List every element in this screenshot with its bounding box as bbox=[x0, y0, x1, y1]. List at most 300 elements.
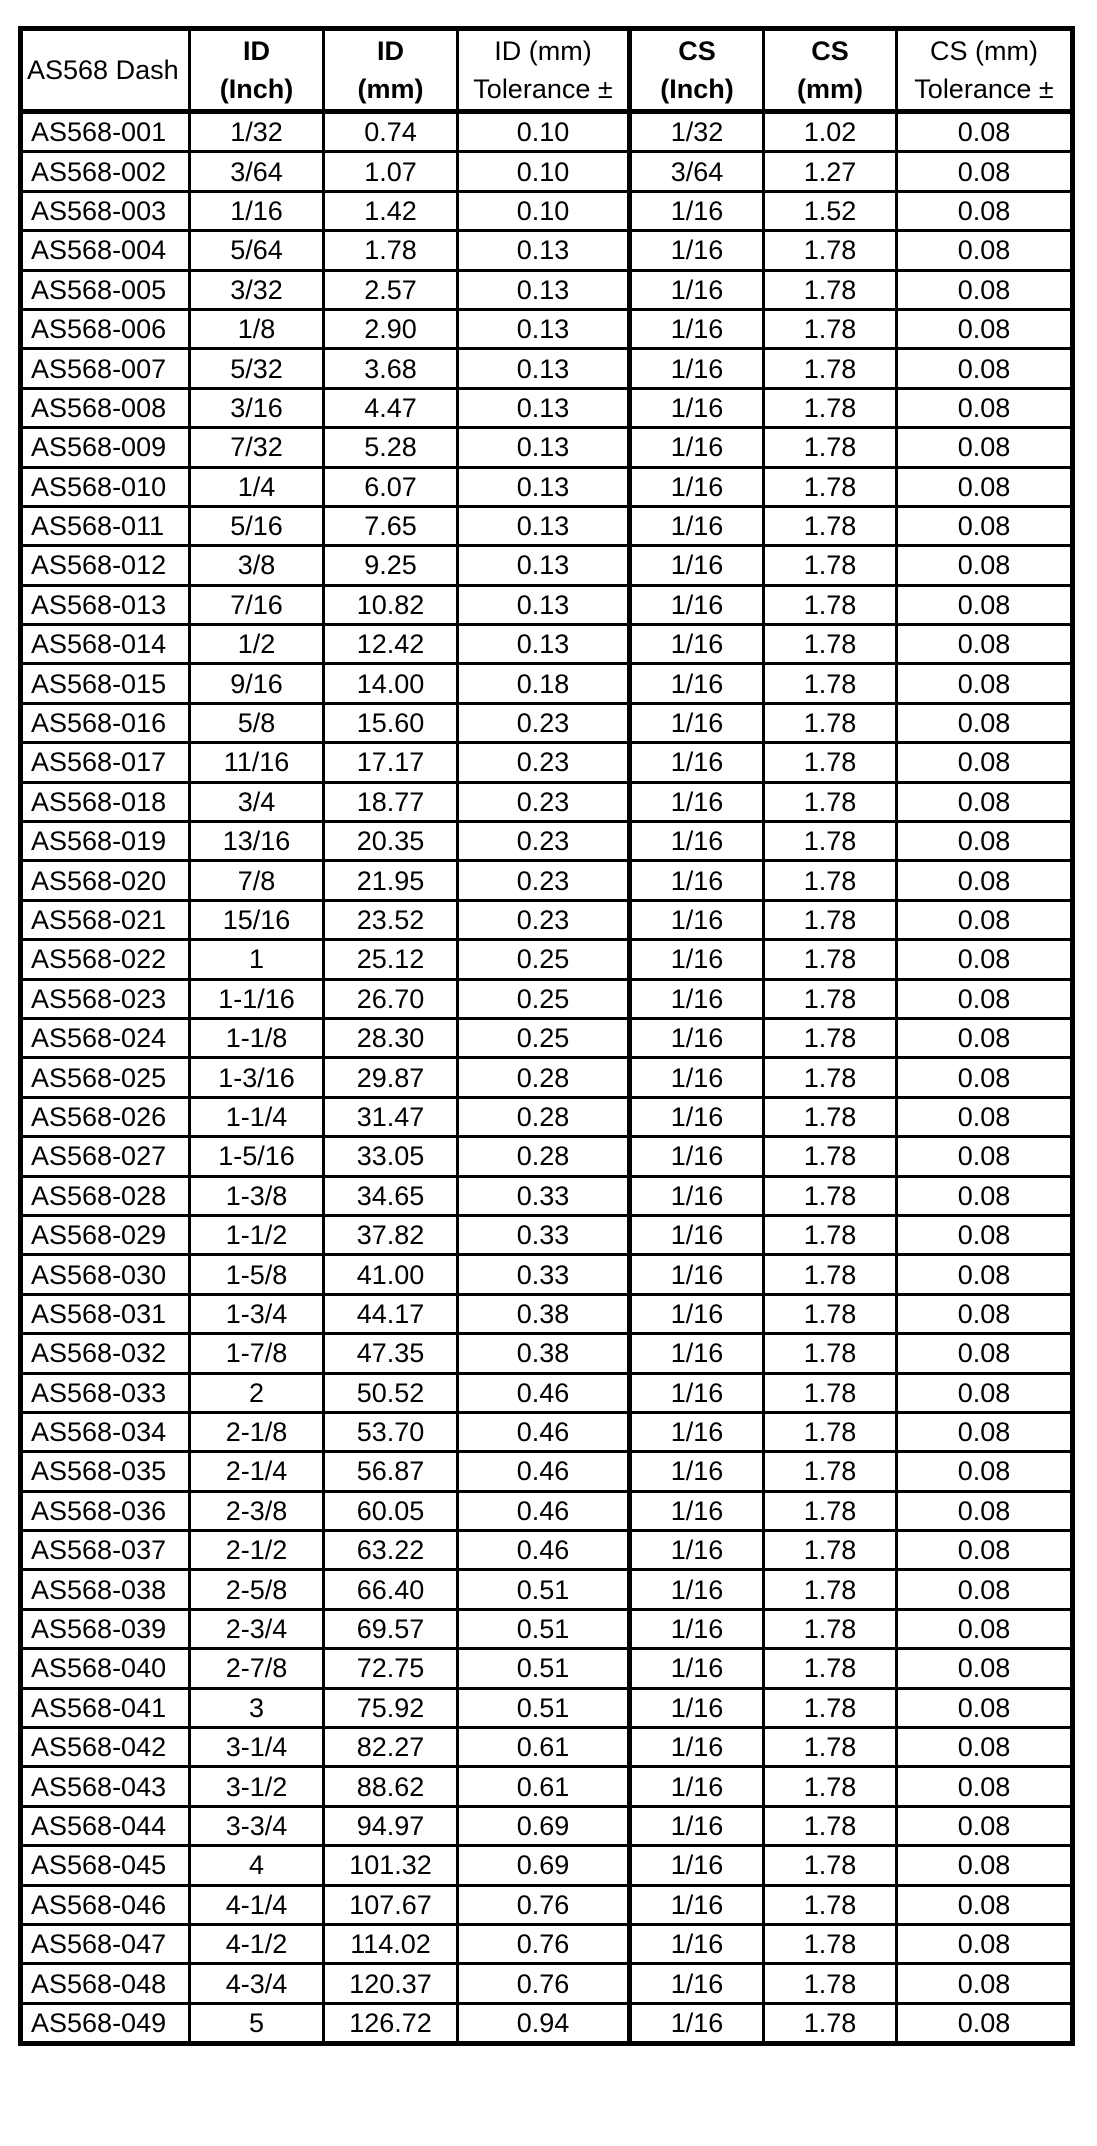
cell-id-mm: 7.65 bbox=[324, 506, 458, 545]
cell-id-tolerance: 0.28 bbox=[458, 1058, 630, 1097]
cell-id-inch: 1/2 bbox=[190, 625, 324, 664]
table-row bbox=[21, 1097, 1073, 1136]
table-row bbox=[21, 428, 1073, 467]
column-header-line: (mm) bbox=[357, 74, 424, 104]
table-row bbox=[21, 2003, 1073, 2043]
cell-cs-tolerance: 0.08 bbox=[897, 309, 1073, 348]
cell-dash: AS568-035 bbox=[21, 1452, 190, 1491]
table-row bbox=[21, 1137, 1073, 1176]
cell-cs-mm: 1.78 bbox=[764, 506, 897, 545]
cell-id-inch: 1-1/16 bbox=[190, 979, 324, 1018]
cell-id-tolerance: 0.23 bbox=[458, 900, 630, 939]
column-header-line: CS bbox=[811, 36, 849, 66]
cell-cs-inch: 1/16 bbox=[630, 270, 764, 309]
cell-cs-tolerance: 0.08 bbox=[897, 1609, 1073, 1648]
table-row bbox=[21, 1058, 1073, 1097]
cell-id-tolerance: 0.13 bbox=[458, 428, 630, 467]
cell-cs-mm: 1.78 bbox=[764, 1373, 897, 1412]
cell-id-inch: 2-3/4 bbox=[190, 1609, 324, 1648]
cell-id-mm: 75.92 bbox=[324, 1688, 458, 1727]
cell-id-mm: 63.22 bbox=[324, 1531, 458, 1570]
cell-cs-mm: 1.78 bbox=[764, 2003, 897, 2043]
cell-cs-inch: 1/16 bbox=[630, 1491, 764, 1530]
cell-id-tolerance: 0.23 bbox=[458, 743, 630, 782]
cell-id-mm: 37.82 bbox=[324, 1215, 458, 1254]
cell-id-mm: 50.52 bbox=[324, 1373, 458, 1412]
cell-dash: AS568-013 bbox=[21, 585, 190, 624]
cell-dash: AS568-003 bbox=[21, 191, 190, 230]
cell-cs-tolerance: 0.08 bbox=[897, 112, 1073, 152]
cell-id-inch: 1-3/4 bbox=[190, 1294, 324, 1333]
cell-cs-inch: 1/16 bbox=[630, 1885, 764, 1924]
cell-id-tolerance: 0.33 bbox=[458, 1215, 630, 1254]
cell-id-inch: 7/8 bbox=[190, 861, 324, 900]
cell-cs-mm: 1.78 bbox=[764, 388, 897, 427]
cell-id-tolerance: 0.46 bbox=[458, 1452, 630, 1491]
cell-id-mm: 2.90 bbox=[324, 309, 458, 348]
column-header-line: ID bbox=[377, 36, 404, 66]
cell-id-tolerance: 0.61 bbox=[458, 1728, 630, 1767]
cell-cs-tolerance: 0.08 bbox=[897, 1334, 1073, 1373]
cell-dash: AS568-049 bbox=[21, 2003, 190, 2043]
cell-cs-inch: 1/16 bbox=[630, 1452, 764, 1491]
cell-id-tolerance: 0.23 bbox=[458, 703, 630, 742]
cell-cs-tolerance: 0.08 bbox=[897, 1137, 1073, 1176]
cell-cs-tolerance: 0.08 bbox=[897, 1097, 1073, 1136]
table-row bbox=[21, 625, 1073, 664]
cell-id-tolerance: 0.33 bbox=[458, 1176, 630, 1215]
column-header-id-inch bbox=[190, 29, 324, 112]
column-header-line: (mm) bbox=[797, 74, 863, 104]
cell-cs-inch: 1/16 bbox=[630, 388, 764, 427]
cell-id-tolerance: 0.69 bbox=[458, 1846, 630, 1885]
cell-dash: AS568-039 bbox=[21, 1609, 190, 1648]
cell-dash: AS568-007 bbox=[21, 349, 190, 388]
table-row bbox=[21, 822, 1073, 861]
cell-cs-mm: 1.78 bbox=[764, 979, 897, 1018]
cell-cs-tolerance: 0.08 bbox=[897, 1924, 1073, 1963]
cell-cs-mm: 1.78 bbox=[764, 1964, 897, 2003]
cell-id-inch: 3 bbox=[190, 1688, 324, 1727]
table-row bbox=[21, 309, 1073, 348]
cell-cs-tolerance: 0.08 bbox=[897, 1215, 1073, 1254]
cell-dash: AS568-011 bbox=[21, 506, 190, 545]
cell-cs-mm: 1.78 bbox=[764, 743, 897, 782]
cell-dash: AS568-008 bbox=[21, 388, 190, 427]
cell-dash: AS568-022 bbox=[21, 940, 190, 979]
cell-cs-tolerance: 0.08 bbox=[897, 1412, 1073, 1451]
cell-id-inch: 3/4 bbox=[190, 782, 324, 821]
cell-dash: AS568-014 bbox=[21, 625, 190, 664]
cell-dash: AS568-024 bbox=[21, 1018, 190, 1057]
cell-cs-inch: 1/16 bbox=[630, 1531, 764, 1570]
column-header-line: Tolerance ± bbox=[914, 74, 1054, 104]
cell-cs-tolerance: 0.08 bbox=[897, 1570, 1073, 1609]
table-row bbox=[21, 861, 1073, 900]
cell-id-mm: 10.82 bbox=[324, 585, 458, 624]
cell-dash: AS568-028 bbox=[21, 1176, 190, 1215]
cell-cs-mm: 1.78 bbox=[764, 1491, 897, 1530]
cell-cs-tolerance: 0.08 bbox=[897, 152, 1073, 191]
cell-cs-tolerance: 0.08 bbox=[897, 861, 1073, 900]
table-row bbox=[21, 1373, 1073, 1412]
cell-id-inch: 1/32 bbox=[190, 112, 324, 152]
cell-cs-tolerance: 0.08 bbox=[897, 625, 1073, 664]
cell-id-mm: 1.42 bbox=[324, 191, 458, 230]
table-row bbox=[21, 388, 1073, 427]
oring-size-sheet bbox=[18, 26, 1070, 2046]
cell-cs-mm: 1.78 bbox=[764, 1452, 897, 1491]
cell-dash: AS568-027 bbox=[21, 1137, 190, 1176]
cell-id-inch: 5/64 bbox=[190, 231, 324, 270]
cell-cs-mm: 1.78 bbox=[764, 1846, 897, 1885]
table-row bbox=[21, 1609, 1073, 1648]
cell-cs-inch: 1/16 bbox=[630, 1728, 764, 1767]
cell-id-mm: 60.05 bbox=[324, 1491, 458, 1530]
cell-id-inch: 1-1/4 bbox=[190, 1097, 324, 1136]
cell-cs-tolerance: 0.08 bbox=[897, 191, 1073, 230]
cell-id-tolerance: 0.13 bbox=[458, 388, 630, 427]
cell-id-mm: 114.02 bbox=[324, 1924, 458, 1963]
column-header-id-mm bbox=[324, 29, 458, 112]
cell-cs-mm: 1.78 bbox=[764, 1531, 897, 1570]
table-row bbox=[21, 1452, 1073, 1491]
cell-id-mm: 18.77 bbox=[324, 782, 458, 821]
cell-cs-mm: 1.27 bbox=[764, 152, 897, 191]
cell-cs-inch: 1/16 bbox=[630, 703, 764, 742]
column-header-cs-mm bbox=[764, 29, 897, 112]
cell-dash: AS568-017 bbox=[21, 743, 190, 782]
cell-cs-mm: 1.78 bbox=[764, 1609, 897, 1648]
cell-cs-mm: 1.78 bbox=[764, 822, 897, 861]
cell-id-tolerance: 0.94 bbox=[458, 2003, 630, 2043]
cell-id-mm: 17.17 bbox=[324, 743, 458, 782]
cell-id-mm: 33.05 bbox=[324, 1137, 458, 1176]
cell-dash: AS568-001 bbox=[21, 112, 190, 152]
column-header-line: ID bbox=[243, 36, 270, 66]
cell-id-inch: 1/16 bbox=[190, 191, 324, 230]
column-header-line: Tolerance ± bbox=[473, 74, 613, 104]
cell-cs-inch: 1/16 bbox=[630, 1176, 764, 1215]
cell-id-tolerance: 0.76 bbox=[458, 1885, 630, 1924]
cell-cs-mm: 1.78 bbox=[764, 546, 897, 585]
cell-id-mm: 126.72 bbox=[324, 2003, 458, 2043]
table-row bbox=[21, 1176, 1073, 1215]
cell-id-mm: 4.47 bbox=[324, 388, 458, 427]
cell-dash: AS568-019 bbox=[21, 822, 190, 861]
cell-dash: AS568-045 bbox=[21, 1846, 190, 1885]
cell-dash: AS568-029 bbox=[21, 1215, 190, 1254]
cell-id-mm: 14.00 bbox=[324, 664, 458, 703]
cell-cs-mm: 1.78 bbox=[764, 1570, 897, 1609]
cell-id-inch: 3/32 bbox=[190, 270, 324, 309]
cell-cs-inch: 1/16 bbox=[630, 428, 764, 467]
table-row bbox=[21, 703, 1073, 742]
cell-cs-inch: 1/16 bbox=[630, 861, 764, 900]
cell-dash: AS568-043 bbox=[21, 1767, 190, 1806]
cell-cs-tolerance: 0.08 bbox=[897, 1688, 1073, 1727]
cell-dash: AS568-038 bbox=[21, 1570, 190, 1609]
cell-id-inch: 1-3/8 bbox=[190, 1176, 324, 1215]
cell-dash: AS568-020 bbox=[21, 861, 190, 900]
table-row bbox=[21, 506, 1073, 545]
cell-cs-inch: 1/16 bbox=[630, 1255, 764, 1294]
cell-id-inch: 4 bbox=[190, 1846, 324, 1885]
cell-cs-tolerance: 0.08 bbox=[897, 270, 1073, 309]
cell-id-inch: 7/32 bbox=[190, 428, 324, 467]
table-row bbox=[21, 1649, 1073, 1688]
cell-cs-inch: 1/16 bbox=[630, 1924, 764, 1963]
cell-id-mm: 56.87 bbox=[324, 1452, 458, 1491]
cell-cs-mm: 1.78 bbox=[764, 1649, 897, 1688]
cell-id-mm: 31.47 bbox=[324, 1097, 458, 1136]
cell-id-tolerance: 0.69 bbox=[458, 1806, 630, 1845]
cell-cs-tolerance: 0.08 bbox=[897, 664, 1073, 703]
cell-dash: AS568-033 bbox=[21, 1373, 190, 1412]
cell-id-mm: 107.67 bbox=[324, 1885, 458, 1924]
cell-cs-inch: 1/16 bbox=[630, 309, 764, 348]
cell-cs-inch: 1/16 bbox=[630, 1767, 764, 1806]
cell-cs-inch: 1/32 bbox=[630, 112, 764, 152]
cell-id-mm: 25.12 bbox=[324, 940, 458, 979]
cell-id-mm: 44.17 bbox=[324, 1294, 458, 1333]
cell-cs-inch: 1/16 bbox=[630, 1570, 764, 1609]
cell-id-tolerance: 0.25 bbox=[458, 979, 630, 1018]
table-row bbox=[21, 585, 1073, 624]
cell-id-tolerance: 0.13 bbox=[458, 625, 630, 664]
table-row bbox=[21, 743, 1073, 782]
cell-id-inch: 4-1/4 bbox=[190, 1885, 324, 1924]
table-row bbox=[21, 1018, 1073, 1057]
column-header-dash bbox=[21, 29, 190, 112]
cell-cs-tolerance: 0.08 bbox=[897, 1964, 1073, 2003]
cell-cs-inch: 1/16 bbox=[630, 585, 764, 624]
cell-id-mm: 20.35 bbox=[324, 822, 458, 861]
cell-dash: AS568-046 bbox=[21, 1885, 190, 1924]
cell-cs-tolerance: 0.08 bbox=[897, 1491, 1073, 1530]
cell-dash: AS568-009 bbox=[21, 428, 190, 467]
cell-cs-tolerance: 0.08 bbox=[897, 1452, 1073, 1491]
cell-cs-tolerance: 0.08 bbox=[897, 1176, 1073, 1215]
cell-id-inch: 3-1/4 bbox=[190, 1728, 324, 1767]
cell-cs-tolerance: 0.08 bbox=[897, 1728, 1073, 1767]
cell-id-inch: 4-3/4 bbox=[190, 1964, 324, 2003]
cell-dash: AS568-016 bbox=[21, 703, 190, 742]
cell-id-mm: 28.30 bbox=[324, 1018, 458, 1057]
cell-id-inch: 2-5/8 bbox=[190, 1570, 324, 1609]
cell-dash: AS568-037 bbox=[21, 1531, 190, 1570]
cell-id-inch: 2-1/8 bbox=[190, 1412, 324, 1451]
cell-cs-inch: 1/16 bbox=[630, 1294, 764, 1333]
cell-id-mm: 82.27 bbox=[324, 1728, 458, 1767]
cell-cs-inch: 1/16 bbox=[630, 506, 764, 545]
cell-id-inch: 2-3/8 bbox=[190, 1491, 324, 1530]
cell-id-mm: 23.52 bbox=[324, 900, 458, 939]
cell-cs-tolerance: 0.08 bbox=[897, 940, 1073, 979]
cell-cs-tolerance: 0.08 bbox=[897, 1767, 1073, 1806]
cell-id-tolerance: 0.13 bbox=[458, 270, 630, 309]
cell-id-mm: 120.37 bbox=[324, 1964, 458, 2003]
table-row bbox=[21, 1728, 1073, 1767]
table-row bbox=[21, 1964, 1073, 2003]
cell-dash: AS568-031 bbox=[21, 1294, 190, 1333]
column-header-line: AS568 Dash bbox=[27, 55, 179, 85]
column-header-cs-tolerance bbox=[897, 29, 1073, 112]
table-row bbox=[21, 467, 1073, 506]
cell-cs-mm: 1.78 bbox=[764, 585, 897, 624]
cell-cs-tolerance: 0.08 bbox=[897, 349, 1073, 388]
table-row bbox=[21, 1924, 1073, 1963]
cell-id-tolerance: 0.46 bbox=[458, 1491, 630, 1530]
cell-cs-tolerance: 0.08 bbox=[897, 1373, 1073, 1412]
cell-cs-mm: 1.78 bbox=[764, 1412, 897, 1451]
cell-cs-mm: 1.78 bbox=[764, 1885, 897, 1924]
cell-id-inch: 3/8 bbox=[190, 546, 324, 585]
cell-dash: AS568-006 bbox=[21, 309, 190, 348]
table-row bbox=[21, 1806, 1073, 1845]
cell-id-tolerance: 0.13 bbox=[458, 546, 630, 585]
cell-dash: AS568-004 bbox=[21, 231, 190, 270]
cell-id-mm: 1.07 bbox=[324, 152, 458, 191]
cell-dash: AS568-012 bbox=[21, 546, 190, 585]
cell-id-tolerance: 0.10 bbox=[458, 191, 630, 230]
cell-cs-inch: 1/16 bbox=[630, 467, 764, 506]
cell-id-tolerance: 0.51 bbox=[458, 1609, 630, 1648]
cell-cs-inch: 1/16 bbox=[630, 664, 764, 703]
table-row bbox=[21, 1885, 1073, 1924]
cell-cs-tolerance: 0.08 bbox=[897, 467, 1073, 506]
cell-cs-mm: 1.78 bbox=[764, 782, 897, 821]
cell-id-mm: 69.57 bbox=[324, 1609, 458, 1648]
cell-id-inch: 1/4 bbox=[190, 467, 324, 506]
cell-cs-tolerance: 0.08 bbox=[897, 2003, 1073, 2043]
cell-dash: AS568-048 bbox=[21, 1964, 190, 2003]
table-row bbox=[21, 1255, 1073, 1294]
cell-id-tolerance: 0.25 bbox=[458, 940, 630, 979]
cell-cs-inch: 1/16 bbox=[630, 1609, 764, 1648]
cell-cs-mm: 1.78 bbox=[764, 1137, 897, 1176]
cell-cs-mm: 1.78 bbox=[764, 1294, 897, 1333]
table-row bbox=[21, 1215, 1073, 1254]
cell-dash: AS568-026 bbox=[21, 1097, 190, 1136]
table-body bbox=[21, 112, 1073, 2044]
cell-cs-mm: 1.78 bbox=[764, 1334, 897, 1373]
cell-cs-mm: 1.78 bbox=[764, 1688, 897, 1727]
cell-id-inch: 1/8 bbox=[190, 309, 324, 348]
as568-size-table bbox=[18, 26, 1075, 2046]
cell-id-mm: 3.68 bbox=[324, 349, 458, 388]
cell-id-tolerance: 0.61 bbox=[458, 1767, 630, 1806]
cell-dash: AS568-036 bbox=[21, 1491, 190, 1530]
cell-id-inch: 5/8 bbox=[190, 703, 324, 742]
cell-id-tolerance: 0.10 bbox=[458, 112, 630, 152]
cell-id-inch: 2-1/2 bbox=[190, 1531, 324, 1570]
cell-cs-mm: 1.78 bbox=[764, 309, 897, 348]
cell-id-mm: 94.97 bbox=[324, 1806, 458, 1845]
cell-cs-inch: 1/16 bbox=[630, 1215, 764, 1254]
cell-cs-tolerance: 0.08 bbox=[897, 1649, 1073, 1688]
cell-cs-tolerance: 0.08 bbox=[897, 1294, 1073, 1333]
cell-id-tolerance: 0.46 bbox=[458, 1412, 630, 1451]
cell-id-mm: 29.87 bbox=[324, 1058, 458, 1097]
table-row bbox=[21, 1688, 1073, 1727]
cell-cs-inch: 1/16 bbox=[630, 782, 764, 821]
table-row bbox=[21, 1491, 1073, 1530]
cell-id-tolerance: 0.46 bbox=[458, 1531, 630, 1570]
cell-id-tolerance: 0.23 bbox=[458, 782, 630, 821]
cell-id-tolerance: 0.13 bbox=[458, 467, 630, 506]
table-row bbox=[21, 1531, 1073, 1570]
cell-id-mm: 41.00 bbox=[324, 1255, 458, 1294]
cell-cs-mm: 1.78 bbox=[764, 1058, 897, 1097]
cell-cs-inch: 1/16 bbox=[630, 1334, 764, 1373]
cell-cs-mm: 1.78 bbox=[764, 1924, 897, 1963]
cell-cs-inch: 1/16 bbox=[630, 1688, 764, 1727]
cell-id-inch: 5 bbox=[190, 2003, 324, 2043]
cell-cs-inch: 1/16 bbox=[630, 546, 764, 585]
cell-id-mm: 5.28 bbox=[324, 428, 458, 467]
cell-id-tolerance: 0.25 bbox=[458, 1018, 630, 1057]
cell-id-inch: 5/16 bbox=[190, 506, 324, 545]
cell-cs-mm: 1.78 bbox=[764, 900, 897, 939]
cell-id-tolerance: 0.76 bbox=[458, 1924, 630, 1963]
cell-id-inch: 2-7/8 bbox=[190, 1649, 324, 1688]
cell-dash: AS568-023 bbox=[21, 979, 190, 1018]
cell-id-tolerance: 0.23 bbox=[458, 861, 630, 900]
cell-cs-tolerance: 0.08 bbox=[897, 546, 1073, 585]
cell-dash: AS568-010 bbox=[21, 467, 190, 506]
cell-id-inch: 3/16 bbox=[190, 388, 324, 427]
cell-cs-mm: 1.78 bbox=[764, 1806, 897, 1845]
cell-id-inch: 1-5/8 bbox=[190, 1255, 324, 1294]
cell-dash: AS568-047 bbox=[21, 1924, 190, 1963]
cell-cs-mm: 1.78 bbox=[764, 1018, 897, 1057]
cell-id-tolerance: 0.18 bbox=[458, 664, 630, 703]
cell-cs-tolerance: 0.08 bbox=[897, 1531, 1073, 1570]
cell-dash: AS568-042 bbox=[21, 1728, 190, 1767]
cell-cs-inch: 3/64 bbox=[630, 152, 764, 191]
cell-cs-mm: 1.78 bbox=[764, 231, 897, 270]
table-row bbox=[21, 270, 1073, 309]
cell-cs-inch: 1/16 bbox=[630, 231, 764, 270]
cell-dash: AS568-032 bbox=[21, 1334, 190, 1373]
cell-id-tolerance: 0.28 bbox=[458, 1137, 630, 1176]
cell-cs-tolerance: 0.08 bbox=[897, 703, 1073, 742]
cell-id-mm: 2.57 bbox=[324, 270, 458, 309]
cell-id-mm: 1.78 bbox=[324, 231, 458, 270]
cell-id-inch: 15/16 bbox=[190, 900, 324, 939]
cell-id-tolerance: 0.13 bbox=[458, 231, 630, 270]
table-row bbox=[21, 152, 1073, 191]
cell-id-tolerance: 0.51 bbox=[458, 1688, 630, 1727]
cell-cs-inch: 1/16 bbox=[630, 743, 764, 782]
cell-id-mm: 53.70 bbox=[324, 1412, 458, 1451]
table-row bbox=[21, 546, 1073, 585]
cell-cs-inch: 1/16 bbox=[630, 1097, 764, 1136]
cell-cs-mm: 1.78 bbox=[764, 349, 897, 388]
table-row bbox=[21, 782, 1073, 821]
cell-id-mm: 9.25 bbox=[324, 546, 458, 585]
cell-id-inch: 2 bbox=[190, 1373, 324, 1412]
cell-id-mm: 101.32 bbox=[324, 1846, 458, 1885]
cell-id-inch: 3-3/4 bbox=[190, 1806, 324, 1845]
cell-cs-inch: 1/16 bbox=[630, 1373, 764, 1412]
cell-dash: AS568-002 bbox=[21, 152, 190, 191]
cell-id-tolerance: 0.76 bbox=[458, 1964, 630, 2003]
cell-id-tolerance: 0.13 bbox=[458, 349, 630, 388]
table-row bbox=[21, 349, 1073, 388]
cell-cs-inch: 1/16 bbox=[630, 979, 764, 1018]
